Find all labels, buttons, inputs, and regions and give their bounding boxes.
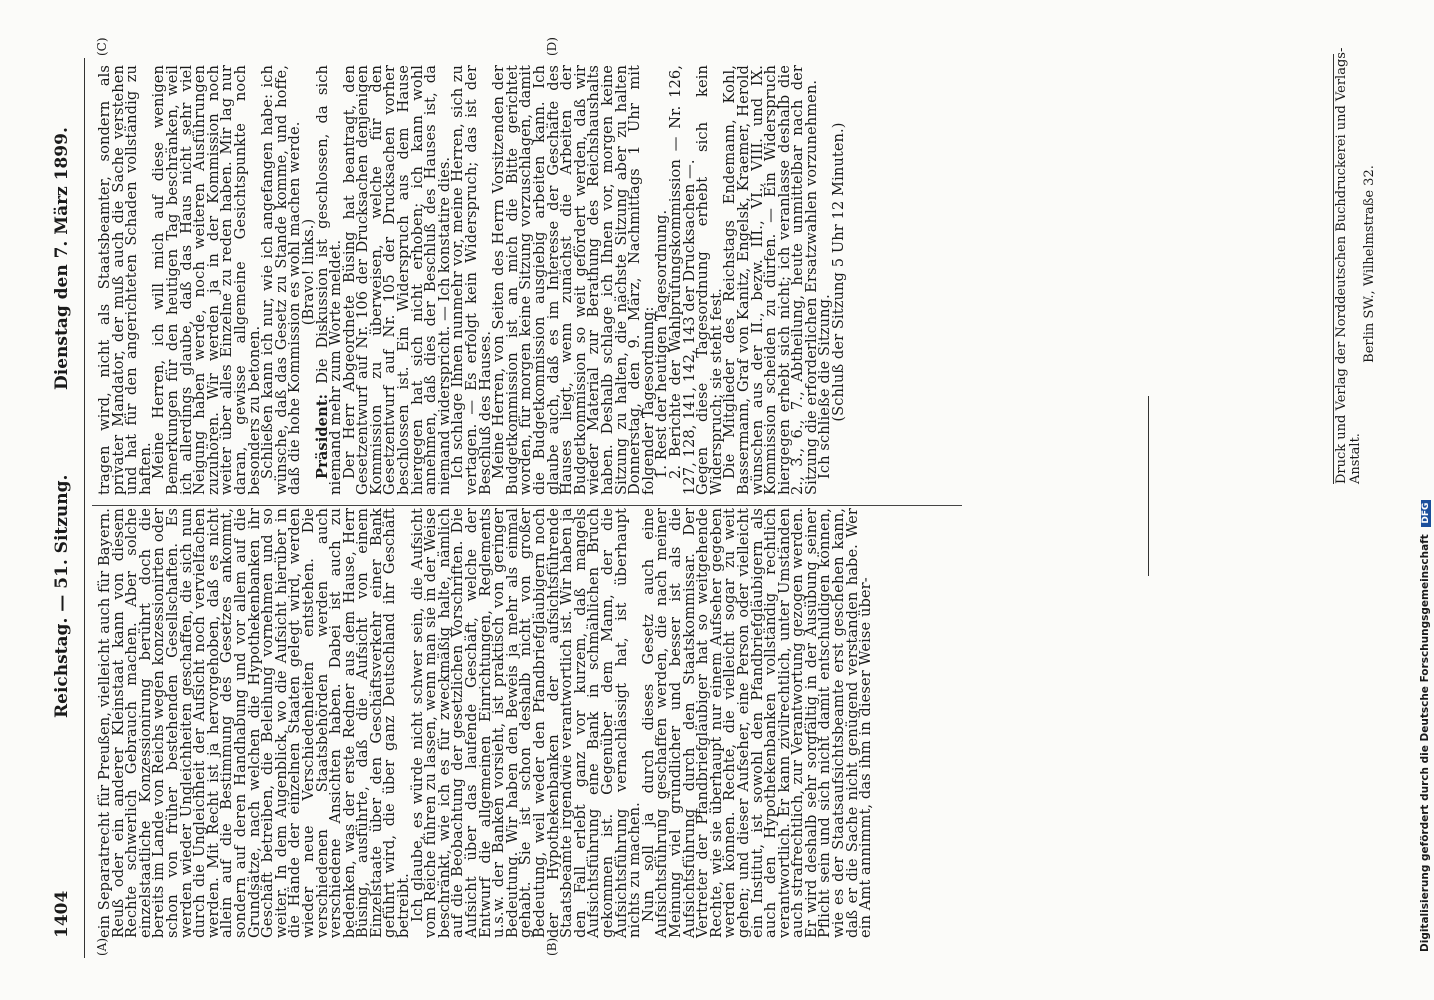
agenda-item: 1. Rest der heutigen Tagesordnung. — [653, 209, 671, 479]
column-divider — [92, 505, 962, 506]
paragraph: Schließen kann ich nur, wie ich angefangen habe: ich wünsche, daß das Gesetz zu Stande komme, und hoffe, daß die hohe Kommission es wohl machen werde. — [259, 65, 304, 495]
header-rule — [84, 58, 85, 958]
margin-marker-b: (B) — [545, 937, 559, 956]
section-rule — [1148, 396, 1149, 576]
paragraph: Ich schlage Ihnen nunmehr vor, meine Herren, sich zu vertagen. — Es erfolgt kein Widerspruch; das ist der Beschluß des Hauses. — [449, 65, 494, 495]
paragraph: Meine Herren, von Seiten des Herrn Vorsitzenden der Budgetkommission ist an mich die Bitte gerichtet worden, für morgen keine Sitzung vorzuschlagen, damit die Budgetkommission ausgiebig arbeiten kann. Ich glaube auch, daß es im Interesse der Geschäfte des Hauses liegt, wenn zunächst die Arbeiten der Budgetkommission so weit gefördert werden, daß wir wieder Material zur Berathung des Reichshaushalts haben. Deshalb schlage ich Ihnen vor, morgen keine Sitzung zu halten, die nächste Sitzung aber zu halten Donnerstag, den 9. März, Nachmittags 1 Uhr mit folgender Tagesordnung: — [490, 65, 657, 495]
paragraph: Gegen diese Tagesordnung erhebt sich kein Widerspruch; sie steht fest. — [694, 65, 725, 495]
left-column — [98, 508, 873, 938]
paragraph: Die Diskussion ist geschlossen, da sich niemand mehr zum Worte meldet. — [313, 65, 345, 495]
agenda-item: 2. Berichte der Wahlprüfungskommission — Nr. 126, 127, 128, 141, 142, 143 der Drucksachen —. — [666, 65, 698, 495]
speaker-label: Präsident: — [313, 393, 331, 479]
paragraph: tragen wird, nicht als Staatsbeamter, sondern als privater Mandator, der muß auch die Sache verstehen und hat für den angerichteten Schaden vollständig zu haften. — [96, 65, 154, 495]
right-column — [98, 65, 948, 495]
closing-note: (Schluß der Sitzung 5 Uhr 12 Minuten.) — [830, 122, 848, 422]
page-number: 1404 — [52, 890, 72, 938]
session-title: Reichstag. — 51. Sitzung. — [52, 474, 72, 718]
digitization-note — [1419, 72, 1431, 952]
paragraph: Nun soll ja durch dieses Gesetz auch eine Aufsichtsführung geschaffen werden, die nach meiner Meinung viel gründlicher und besser ist als die Aufsichtsführung durch den Staatskommissar. Der Vertreter der Pfandbriefgläubiger hat so weitgehende Rechte, wie sie überhaupt nur einem Aufseher gegeben werden können. Rechte, die vielleicht sogar zu weit gehen; und dieser Aufseher, eine Person oder vielleicht ein Institut, ist sowohl den Pfandbriefgläubigern als auch den Hypothekenbanken vollständig rechtlich verantwortlich. Er kann zivilrechtlich, unter Umständen auch strafrechtlich, zur Verantwortung gezogen werden. Er wird deshalb sehr sorgfältig in der Ausübung seiner Pflicht sein und sich nicht damit entschuldigen können, wie es der Staatsaufsichtsbeamte erst geschehen kann, daß er die Sache nicht genügend verstanden habe. Wer ein Amt annimmt, das ihm in dieser Weise über- — [639, 508, 875, 938]
paragraph: Der Herr Abgeordnete Büsing hat beantragt, den Gesetzentwurf auf Nr. 106 der Drucksachen denjenigen Kommission zu überweisen, welche für den Gesetzentwurf auf Nr. 105 der Drucksachen vorher beschlossen ist. Ein Widerspruch aus dem Hause hiergegen hat sich nicht erhoben; ich kann wohl annehmen, daß dies der Beschluß des Hauses ist, da niemand widerspricht. — Ich konstatire dies. — [340, 65, 453, 495]
digitization-text: Digitalisierung gefördert durch die Deutsche Forschungsgemeinschaft — [1419, 534, 1431, 952]
imprint-address: Berlin SW., Wilhelmstraße 32. — [1362, 165, 1377, 363]
dfg-logo: DFG — [1421, 500, 1431, 527]
paragraph: Die Mitglieder des Reichstags Endemann, Kohl, Bassermann, Graf von Kanitz, Engelsk, Kraemer, Herold wünschen aus der II., bezw. III., VI., VIII. und IX. Kommission scheiden zu dürfen. — Ein Widerspruch hiergegen erhebt sich nicht; ich veranlasse deshalb die 2., 3., 6., 7., Abtheilung, heute unmittelbar nach der Sitzung die erforderlichen Ersatzwahlen vorzunehmen. — [721, 65, 820, 495]
paragraph: Meine Herren, ich will mich auf diese wenigen Bemerkungen für den heutigen Tag beschränken, weil ich allerdings glaube, daß das Haus nicht sehr viel Neigung haben werde, noch weiteren Ausführungen zuzuhören. Wir werden ja in der Kommission noch weiter über alles Einzelne zu reden haben. Mir lag nur daran, gewisse allgemeine Gesichtspunkte noch besonders zu betonen. — [150, 65, 263, 495]
printer-imprint — [1335, 44, 1377, 484]
paragraph: Ich schließe die Sitzung. — [816, 294, 834, 479]
margin-marker-d: (D) — [545, 37, 559, 56]
margin-marker-c: (C) — [95, 37, 109, 56]
session-date: Dienstag den 7. März 1899. — [52, 127, 72, 390]
page-header — [52, 68, 78, 948]
margin-marker-a: (A) — [95, 937, 109, 956]
imprint-line: Druck und Verlag der Norddeutschen Buchdruckerei und Verlags-Anstalt. — [1334, 47, 1363, 484]
paragraph: Ich glaube, es würde nicht schwer sein, die Aufsicht vom Reiche führen zu lassen, wenn man sie in der Weise beschränkt, wie ich es für zweckmäßig halte, nämlich auf die Beobachtung der gesetzlichen Vorschriften. Die Aufsicht über das laufende Geschäft, welche der Entwurf die allgemeinen Einrichtungen, Reglements u.s.w. der Banken vorsieht, ist praktisch von geringer Bedeutung. Wir haben den Beweis ja mehr als einmal gehabt. Sie ist schon deshalb nicht von großer Bedeutung, weil weder den Pfandbriefgläubigern noch der Hypothekenbanken der aufsichtsführende Staatsbeamte irgendwie verantwortlich ist. Wir haben ja den Fall erlebt ganz vor kurzem, daß mangels Aufsichtsführung eine Bank in schmählichen Bruch gekommen ist. Gegenüber dem Mann, der die Aufsichtsführung vernachlässigt hat, ist überhaupt nichts zu machen. — [408, 508, 644, 938]
paragraph: ein Separatrecht für Preußen, vielleicht auch für Bayern. Reuß oder ein anderer Kleinstaat kann von diesem Rechte schwerlich Gebrauch machen. Aber solche einzelstaatliche Konzessionirung berührt doch die bereits im Lande von Reichs wegen konzessionirten oder schon von früher bestehenden Gesellschaften. Es werden wieder Ungleichheiten geschaffen, die sich nun durch die Ungleichheit der Aufsicht noch vervielfachen werden. Mit Recht ist ja hervorgehoben, daß es nicht allein auf die Bestimmung des Gesetzes ankommt, sondern auf deren Handhabung und vor allem auf die Grundsätze, nach welchen die Hypothekenbanken ihr Geschäft betreiben, die Beleihung vornehmen und so weiter. In dem Augenblick, wo die Aufsicht hierüber in die Hände der einzelnen Staaten gelegt wird, werden wieder neue Verschiedenheiten entstehen. Die verschiedenen Staatsbehörden werden auch verschiedene Ansichten haben. Dabei ist auch zu bedenken, was der erste Redner aus dem Hause, Herr Büsing, ausführte, daß die Aufsicht von einem Einzelstaate über den Geschäftsverkehr einer Bank geführt wird, die über ganz Deutschland ihr Geschäft betreibt. — [96, 508, 413, 938]
applause-note: (Bravo! links.) — [299, 218, 317, 326]
